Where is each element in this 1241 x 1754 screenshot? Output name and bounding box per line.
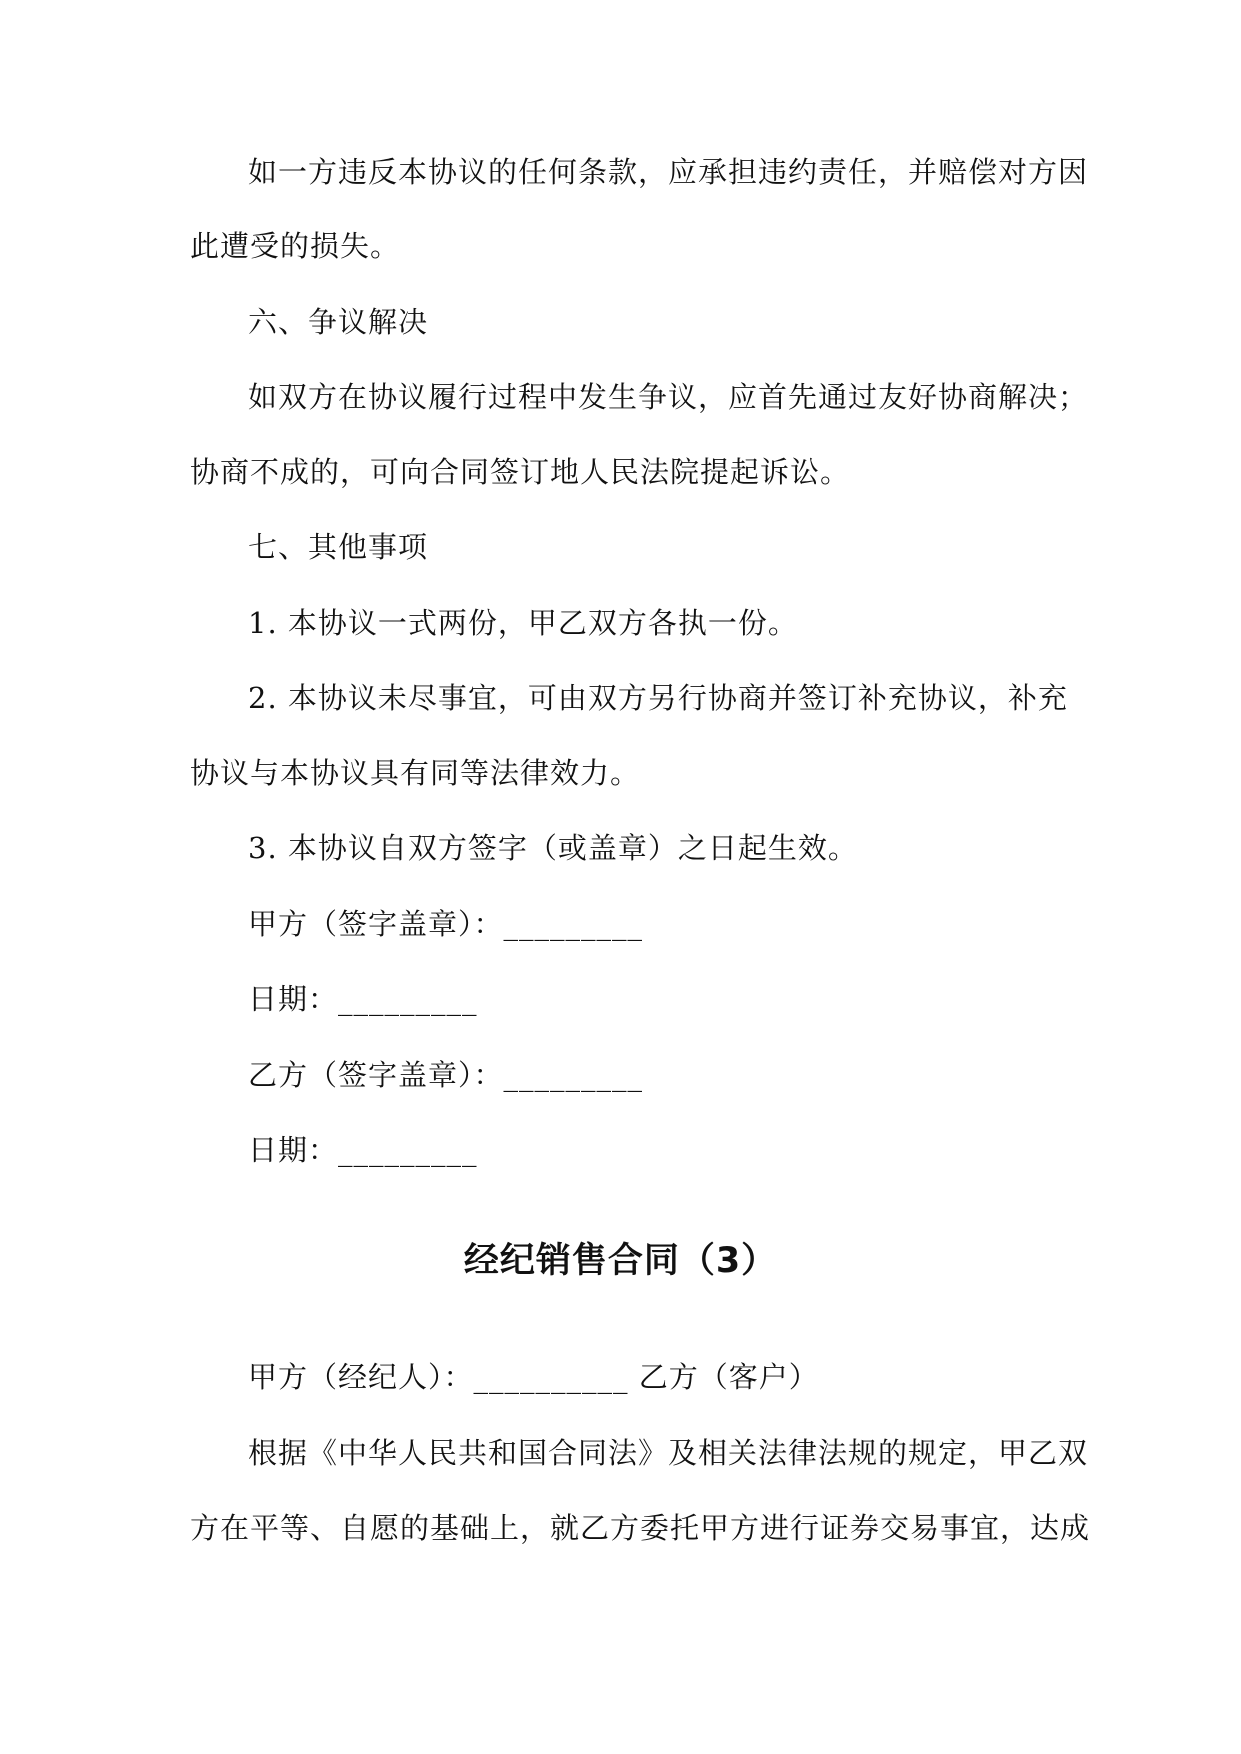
signature-line: 乙方（签字盖章）：_________ [248, 1058, 644, 1092]
paragraph-line: 协商不成的，可向合同签订地人民法院提起诉讼。 [190, 455, 851, 489]
paragraph-line: 如一方违反本协议的任何条款，应承担违约责任，并赔偿对方因 [248, 155, 1089, 189]
date-line: 日期：_________ [248, 982, 478, 1016]
paragraph-line: 如双方在协议履行过程中发生争议，应首先通过友好协商解决； [248, 380, 1089, 414]
list-item: 2. 本协议未尽事宜，可由双方另行协商并签订补充协议，补充 [248, 681, 1068, 715]
paragraph-line: 协议与本协议具有同等法律效力。 [190, 756, 641, 790]
section-heading: 七、其他事项 [248, 530, 429, 564]
list-item: 1. 本协议一式两份，甲乙双方各执一份。 [248, 606, 798, 640]
list-item: 3. 本协议自双方签字（或盖章）之日起生效。 [248, 831, 858, 865]
section-heading: 六、争议解决 [248, 305, 429, 339]
paragraph-line: 根据《中华人民共和国合同法》及相关法律法规的规定，甲乙双 [248, 1436, 1089, 1470]
party-line: 甲方（经纪人）：__________ 乙方（客户） [248, 1360, 819, 1394]
date-line: 日期：_________ [248, 1133, 478, 1167]
contract-title: 经纪销售合同（3） [463, 1241, 778, 1281]
paragraph-line: 方在平等、自愿的基础上，就乙方委托甲方进行证券交易事宜，达成 [190, 1511, 1091, 1545]
signature-line: 甲方（签字盖章）：_________ [248, 907, 644, 941]
paragraph-line: 此遭受的损失。 [190, 229, 401, 263]
